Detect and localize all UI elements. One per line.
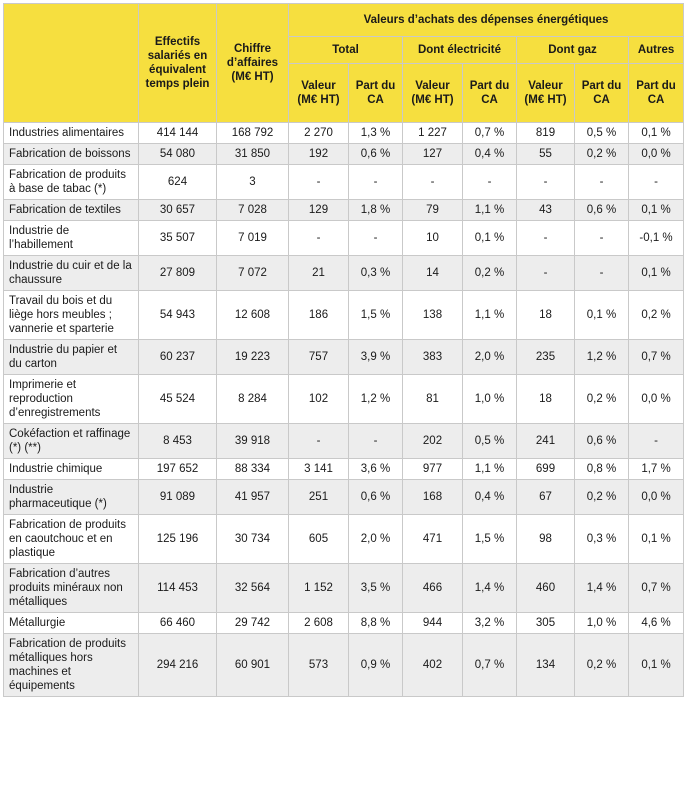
row-label: Fabrication de textiles [4,200,139,221]
cell-employees: 414 144 [139,123,217,144]
cell-gas-share: 0,5 % [575,123,629,144]
cell-elec-value: 1 227 [403,123,463,144]
cell-total-value: 3 141 [289,459,349,480]
cell-elec-value: 383 [403,340,463,375]
cell-gas-share: 0,2 % [575,634,629,697]
cell-elec-value: 79 [403,200,463,221]
cell-employees: 54 080 [139,144,217,165]
cell-other-share: - [629,165,684,200]
cell-elec-share: 0,4 % [463,144,517,165]
cell-elec-share: 1,1 % [463,200,517,221]
table-row [4,634,684,697]
cell-total-share: 1,5 % [349,291,403,340]
row-label: Industries alimentaires [4,123,139,144]
cell-other-share: 0,1 % [629,200,684,221]
header-energy-group: Valeurs d’achats des dépenses énergétiques [289,4,684,37]
row-label: Industrie du cuir et de la chaussure [4,256,139,291]
cell-total-value: 102 [289,375,349,424]
cell-gas-value: 98 [517,515,575,564]
table-row [4,613,684,634]
cell-total-value: 192 [289,144,349,165]
cell-turnover: 7 019 [217,221,289,256]
table-row [4,564,684,613]
row-label: Fabrication de produits à base de tabac (*) [4,165,139,200]
header-turnover: Chiffre d’affaires (M€ HT) [217,4,289,123]
cell-turnover: 39 918 [217,424,289,459]
cell-turnover: 88 334 [217,459,289,480]
cell-total-share: 1,8 % [349,200,403,221]
row-label: Fabrication de boissons [4,144,139,165]
cell-gas-value: - [517,256,575,291]
header-gas: Dont gaz [517,37,629,64]
cell-other-share: 0,1 % [629,256,684,291]
cell-total-value: 573 [289,634,349,697]
table-body [4,123,684,697]
row-label: Imprimerie et reproduction d’enregistrements [4,375,139,424]
cell-total-share: - [349,424,403,459]
cell-turnover: 41 957 [217,480,289,515]
cell-gas-value: 305 [517,613,575,634]
cell-employees: 125 196 [139,515,217,564]
cell-employees: 30 657 [139,200,217,221]
cell-total-value: 186 [289,291,349,340]
cell-total-share: 1,3 % [349,123,403,144]
cell-elec-value: 138 [403,291,463,340]
cell-elec-value: 168 [403,480,463,515]
row-label: Industrie chimique [4,459,139,480]
cell-elec-share: 0,7 % [463,123,517,144]
cell-employees: 35 507 [139,221,217,256]
cell-gas-share: - [575,165,629,200]
cell-total-value: 2 270 [289,123,349,144]
cell-gas-share: - [575,221,629,256]
cell-gas-value: 18 [517,375,575,424]
row-label: Métallurgie [4,613,139,634]
cell-other-share: 0,1 % [629,123,684,144]
cell-elec-value: - [403,165,463,200]
cell-employees: 54 943 [139,291,217,340]
cell-turnover: 7 072 [217,256,289,291]
cell-total-share: 0,6 % [349,144,403,165]
cell-employees: 66 460 [139,613,217,634]
cell-turnover: 31 850 [217,144,289,165]
cell-elec-value: 466 [403,564,463,613]
cell-gas-value: 699 [517,459,575,480]
row-label: Fabrication de produits en caoutchouc et en plastique [4,515,139,564]
cell-employees: 197 652 [139,459,217,480]
cell-gas-value: 819 [517,123,575,144]
header-gas-share: Part du CA [575,64,629,123]
cell-other-share: -0,1 % [629,221,684,256]
cell-gas-value: - [517,221,575,256]
cell-gas-value: - [517,165,575,200]
cell-gas-share: 0,3 % [575,515,629,564]
cell-turnover: 19 223 [217,340,289,375]
cell-other-share: 4,6 % [629,613,684,634]
cell-gas-share: 0,6 % [575,200,629,221]
cell-elec-value: 471 [403,515,463,564]
cell-elec-share: 1,4 % [463,564,517,613]
cell-total-value: 757 [289,340,349,375]
cell-employees: 624 [139,165,217,200]
cell-total-value: - [289,221,349,256]
cell-gas-value: 55 [517,144,575,165]
header-total-value: Valeur (M€ HT) [289,64,349,123]
cell-turnover: 30 734 [217,515,289,564]
cell-total-share: 2,0 % [349,515,403,564]
cell-gas-share: - [575,256,629,291]
cell-total-value: 129 [289,200,349,221]
cell-gas-share: 0,2 % [575,375,629,424]
cell-employees: 91 089 [139,480,217,515]
header-total-share: Part du CA [349,64,403,123]
cell-gas-share: 0,8 % [575,459,629,480]
cell-employees: 27 809 [139,256,217,291]
cell-elec-share: 0,1 % [463,221,517,256]
table-row [4,165,684,200]
cell-total-share: 3,5 % [349,564,403,613]
cell-elec-share: 0,4 % [463,480,517,515]
cell-other-share: - [629,424,684,459]
row-label: Industrie pharmaceutique (*) [4,480,139,515]
cell-elec-value: 10 [403,221,463,256]
cell-gas-share: 0,2 % [575,144,629,165]
cell-elec-share: 1,5 % [463,515,517,564]
cell-total-value: 251 [289,480,349,515]
cell-elec-share: 0,2 % [463,256,517,291]
cell-total-value: - [289,165,349,200]
table-row [4,375,684,424]
cell-gas-share: 1,4 % [575,564,629,613]
header-gas-value: Valeur (M€ HT) [517,64,575,123]
cell-turnover: 7 028 [217,200,289,221]
cell-gas-share: 1,0 % [575,613,629,634]
cell-total-share: 1,2 % [349,375,403,424]
header-other-share: Part du CA [629,64,684,123]
cell-other-share: 1,7 % [629,459,684,480]
table-row [4,221,684,256]
cell-other-share: 0,2 % [629,291,684,340]
cell-elec-value: 81 [403,375,463,424]
cell-employees: 114 453 [139,564,217,613]
cell-gas-value: 460 [517,564,575,613]
row-label: Fabrication d’autres produits minéraux non métalliques [4,564,139,613]
row-label: Industrie du papier et du carton [4,340,139,375]
cell-turnover: 29 742 [217,613,289,634]
row-label: Industrie de l’habillement [4,221,139,256]
cell-employees: 8 453 [139,424,217,459]
cell-total-share: - [349,165,403,200]
cell-gas-value: 67 [517,480,575,515]
cell-elec-share: 3,2 % [463,613,517,634]
cell-other-share: 0,1 % [629,634,684,697]
table-row [4,424,684,459]
header-employees: Effectifs salariés en équivalent temps plein [139,4,217,123]
cell-other-share: 0,7 % [629,564,684,613]
cell-gas-share: 0,6 % [575,424,629,459]
cell-turnover: 12 608 [217,291,289,340]
row-label: Cokéfaction et raffinage (*) (**) [4,424,139,459]
cell-total-share: 3,6 % [349,459,403,480]
cell-turnover: 32 564 [217,564,289,613]
header-elec-value: Valeur (M€ HT) [403,64,463,123]
cell-employees: 294 216 [139,634,217,697]
cell-elec-share: 1,1 % [463,291,517,340]
cell-gas-share: 1,2 % [575,340,629,375]
table-row [4,340,684,375]
cell-turnover: 8 284 [217,375,289,424]
cell-employees: 60 237 [139,340,217,375]
row-label: Travail du bois et du liège hors meubles ; vannerie et sparterie [4,291,139,340]
cell-total-share: 0,6 % [349,480,403,515]
cell-elec-value: 127 [403,144,463,165]
cell-elec-share: - [463,165,517,200]
cell-other-share: 0,1 % [629,515,684,564]
cell-total-value: 21 [289,256,349,291]
table-row [4,291,684,340]
table-row [4,144,684,165]
row-label: Fabrication de produits métalliques hors machines et équipements [4,634,139,697]
cell-other-share: 0,0 % [629,480,684,515]
cell-other-share: 0,0 % [629,375,684,424]
cell-gas-value: 43 [517,200,575,221]
cell-gas-share: 0,1 % [575,291,629,340]
cell-turnover: 60 901 [217,634,289,697]
cell-total-value: 1 152 [289,564,349,613]
cell-total-share: 8,8 % [349,613,403,634]
cell-total-share: - [349,221,403,256]
header-other: Autres [629,37,684,64]
cell-turnover: 3 [217,165,289,200]
cell-turnover: 168 792 [217,123,289,144]
cell-other-share: 0,7 % [629,340,684,375]
cell-elec-share: 1,0 % [463,375,517,424]
cell-elec-share: 2,0 % [463,340,517,375]
cell-total-value: 2 608 [289,613,349,634]
cell-elec-value: 402 [403,634,463,697]
cell-elec-share: 0,7 % [463,634,517,697]
table-row [4,256,684,291]
cell-elec-value: 944 [403,613,463,634]
table-row [4,480,684,515]
cell-total-value: - [289,424,349,459]
table-row [4,200,684,221]
cell-elec-share: 0,5 % [463,424,517,459]
energy-expenditure-table [3,3,684,697]
header-electricity: Dont électricité [403,37,517,64]
cell-total-value: 605 [289,515,349,564]
cell-total-share: 0,3 % [349,256,403,291]
table-row [4,459,684,480]
cell-employees: 45 524 [139,375,217,424]
cell-gas-value: 235 [517,340,575,375]
header-elec-share: Part du CA [463,64,517,123]
cell-elec-value: 977 [403,459,463,480]
cell-elec-value: 14 [403,256,463,291]
cell-total-share: 0,9 % [349,634,403,697]
table-row [4,123,684,144]
cell-gas-value: 241 [517,424,575,459]
cell-elec-share: 1,1 % [463,459,517,480]
cell-elec-value: 202 [403,424,463,459]
cell-gas-value: 18 [517,291,575,340]
cell-gas-value: 134 [517,634,575,697]
header-total: Total [289,37,403,64]
cell-gas-share: 0,2 % [575,480,629,515]
cell-total-share: 3,9 % [349,340,403,375]
header-blank [4,4,139,123]
table-row [4,515,684,564]
cell-other-share: 0,0 % [629,144,684,165]
